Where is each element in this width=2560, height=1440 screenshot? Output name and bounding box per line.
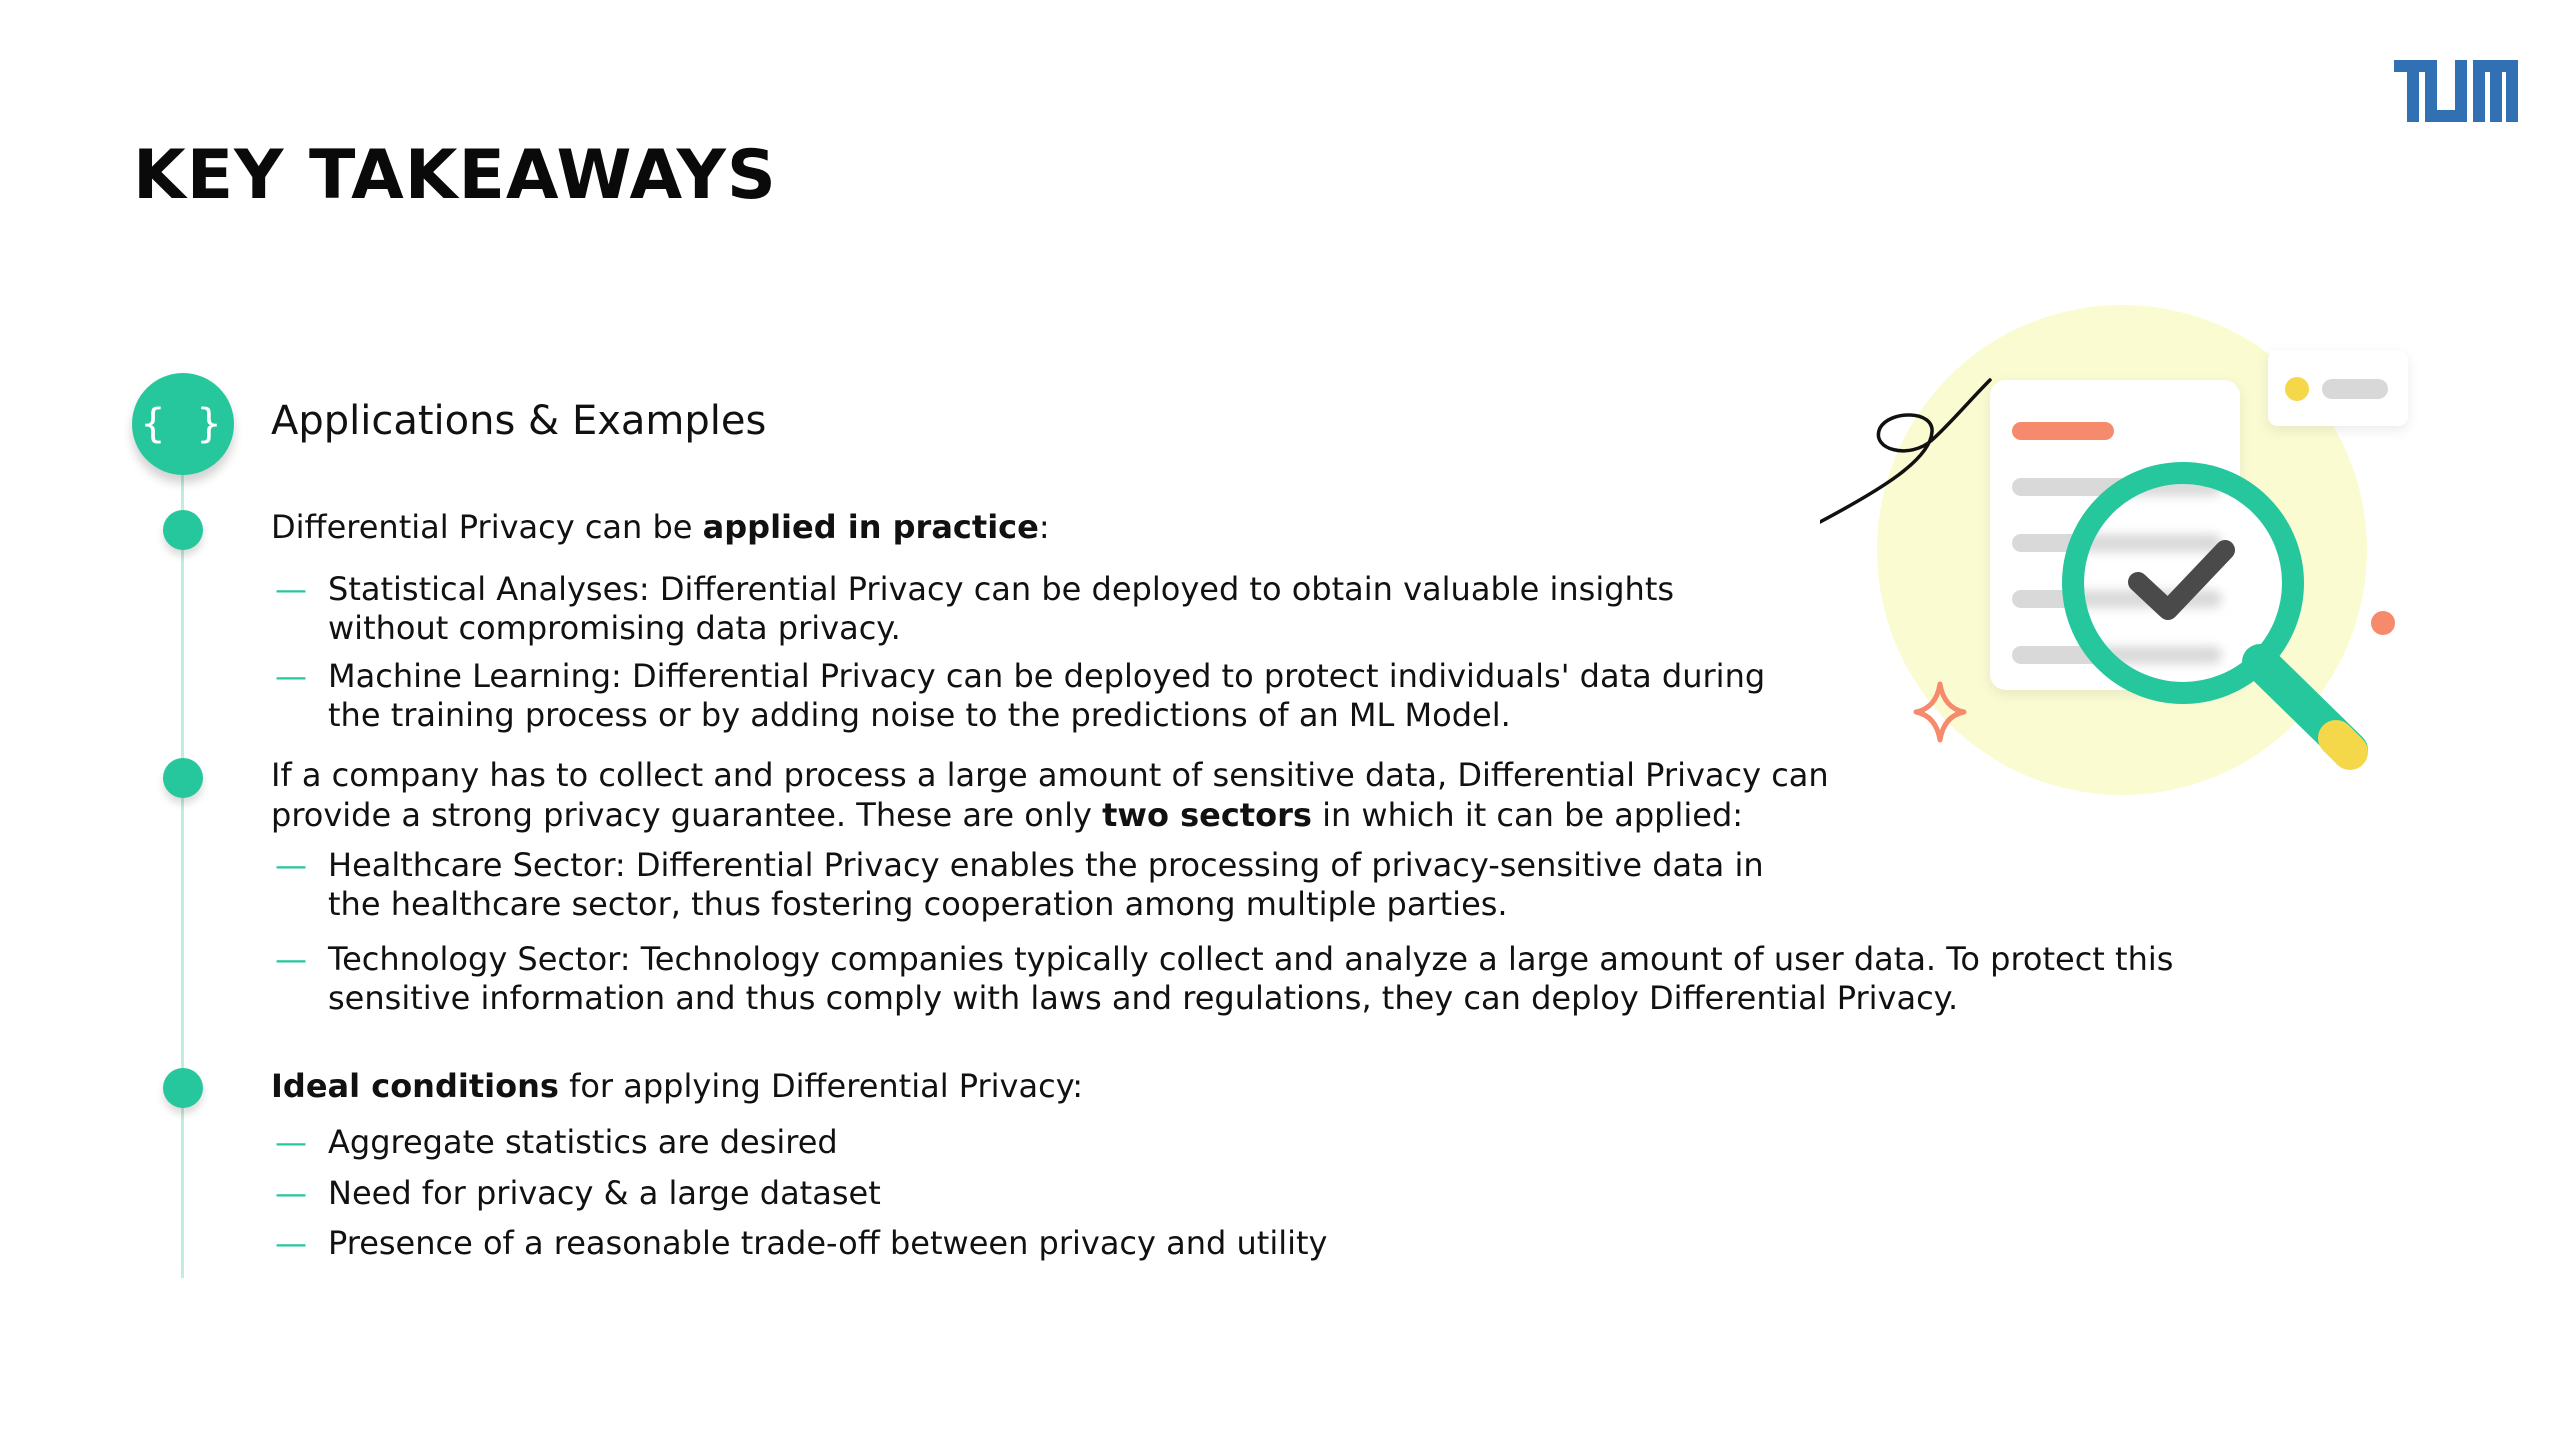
bullet-dash: — [275, 940, 307, 978]
timeline-node [163, 758, 203, 798]
curly-braces-icon: { } [132, 373, 234, 475]
practice-intro: Differential Privacy can be applied in practice: [271, 508, 1050, 546]
bullet-dash: — [275, 570, 307, 608]
list-item [275, 1224, 2075, 1263]
section-title: Applications & Examples [271, 398, 767, 444]
list-item [275, 570, 1775, 648]
page-title: KEY TAKEAWAYS [133, 136, 777, 215]
timeline-line [181, 470, 184, 1278]
list-item-text: Need for privacy & a large dataset [328, 1174, 881, 1212]
conditions-intro: Ideal conditions for applying Differential Privacy: [271, 1067, 1084, 1105]
list-item [275, 657, 1775, 735]
bullet-dash: — [275, 1224, 307, 1262]
list-item [275, 846, 1785, 924]
list-item-text: Technology Sector: Technology companies typically collect and analyze a large amount of user data. To protect this sensitive information and thus comply with laws and regulations, they can deploy Differential Privacy. [328, 940, 2174, 1017]
list-item-text: Aggregate statistics are desired [328, 1123, 838, 1161]
list-item [275, 1123, 2075, 1162]
bullet-dash: — [275, 657, 307, 695]
bullet-dash: — [275, 1123, 307, 1161]
magnifier-checkmark-document-illustration [1820, 300, 2440, 820]
list-item-text: Healthcare Sector: Differential Privacy enables the processing of privacy-sensitive data in the healthcare sector, thus fostering cooperation among multiple parties. [328, 846, 1764, 923]
list-item [275, 940, 2285, 1018]
bullet-dash: — [275, 846, 307, 884]
company-line-1: If a company has to collect and process a large amount of sensitive data, Differential Privacy can [271, 756, 1829, 794]
bullet-dash: — [275, 1174, 307, 1212]
timeline-node [163, 510, 203, 550]
list-item [275, 1174, 2075, 1213]
list-item-text: Presence of a reasonable trade-off between privacy and utility [328, 1224, 1328, 1262]
timeline-node [163, 1068, 203, 1108]
list-item-text: Statistical Analyses: Differential Privacy can be deployed to obtain valuable insights without compromising data privacy. [328, 570, 1675, 647]
list-item-text: Machine Learning: Differential Privacy can be deployed to protect individuals' data during the training process or by adding noise to the predictions of an ML Model. [328, 657, 1766, 734]
tum-logo [2394, 60, 2518, 122]
company-line-2: provide a strong privacy guarantee. These are only two sectors in which it can be applied: [271, 796, 1744, 834]
